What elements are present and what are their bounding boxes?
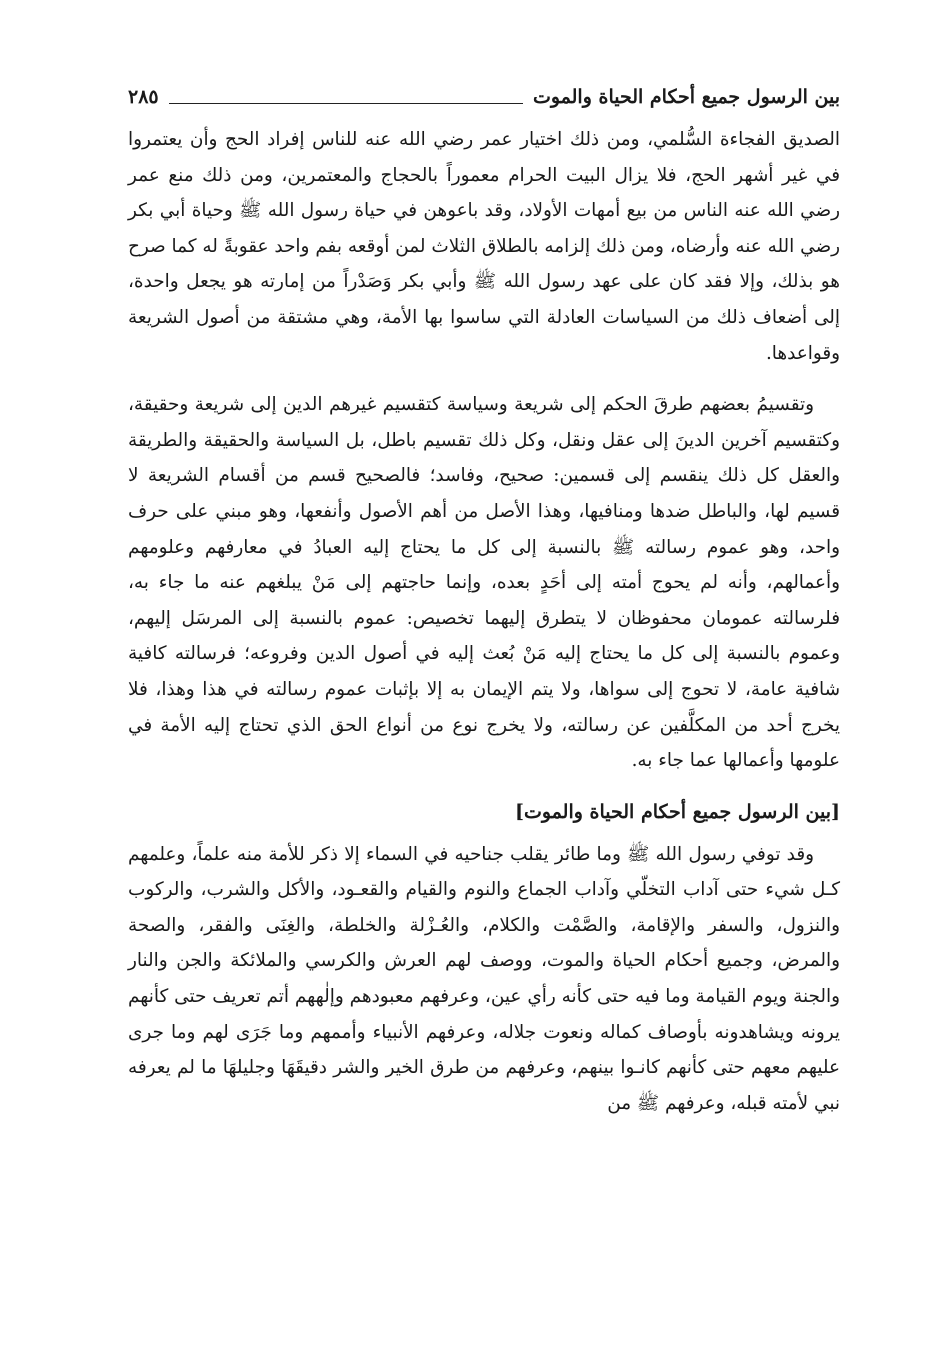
page-number: ٢٨٥ [128,86,159,108]
running-title: بين الرسول جميع أحكام الحياة والموت [532,86,840,108]
section-heading: [بين الرسول جميع أحكام الحياة والموت] [514,800,840,823]
paragraph-continued: الصديق الفجاءة السُّلمي، ومن ذلك اختيار عمر رضي الله عنه للناس إفراد الحج وأن يعتمروا في غير أشهر الحج، فلا يزال البيت الحرام معموراً بالحجاج والمعتمرين، ومن ذلك منع عمر رضي الله عنه الناس من بيع أمهات الأولاد، وقد باعوهن في حياة رسول الله ﷺ وحياة أبي بكر رضي الله عنه وأرضاه، ومن ذلك إلزامه بالطلاق الثلاث لمن أوقعه بفم واحد عقوبةً له كما صرح هو بذلك، وإلا فقد كان على عهد رسول الله ﷺ وأبي بكر وَصَدْراً من إمارته هو يجعل واحدة، إلى أضعاف ذلك من السياسات العادلة التي ساسوا بها الأمة، وهي مشتقة من أصول الشريعة وقواعدها. [128,129,840,364]
paragraph-sharia-division: وتقسيمُ بعضهم طرقَ الحكم إلى شريعة وسياسة كتقسيم غيرهم الدين إلى شريعة وحقيقة، وكتقسيم آخرين الدينَ إلى عقل ونقل، وكل ذلك تقسيم باطل، بل السياسة والحقيقة والطريقة والعقل كل ذلك ينقسم إلى قسمين: صحيح، وفاسد؛ فالصحيح قسم من أقسام الشريعة لا قسيم لها، والباطل ضدها ومنافيها، وهذا الأصل من أهم الأصول وأنفعها، وهو مبني على حرف واحد، وهو عموم رسالته ﷺ بالنسبة إلى كل ما يحتاج إليه العبادُ في معارفهم وعلومهم وأعمالهم، وأنه لم يحوج أمته إلى أحَدٍ بعده، وإنما حاجتهم إلى مَنْ يبلغهم عنه ما جاء به، فلرسالته عمومان محفوظان لا يتطرق إليهما تخصيص: عموم بالنسبة إلى المرسَل إليهم، وعموم بالنسبة إلى كل ما يحتاج إليه مَنْ بُعث إليه في أصول الدين وفروعه؛ فرسالته كافية شافية عامة، لا تحوج إلى سواها، ولا يتم الإيمان به إلا بإثبات عموم رسالته في هذا وهذا، فلا يخرج أحد من المكلَّفين عن رسالته، ولا يخرج نوع من أنواع الحق الذي تحتاج إليه الأمة في علومها وأعمالها عما جاء به. [128,394,840,772]
header-rule [169,103,523,104]
paragraph-section: وقد توفي رسول الله ﷺ وما طائر يقلب جناحيه في السماء إلا ذكر للأمة منه علماً، وعلمهم كـل شيء حتى آداب التخلّي وآداب الجماع والنوم والقيام والقعـود، والأكل والشرب، والركوب والنزول، والسفر والإقامة، والصَّمْت والكلام، والعُـزْلة والخلطة، والغِنَى والفقر، والصحة والمرض، وجميع أحكام الحياة والموت، ووصف لهم العرش والكرسي والملائكة والجن والنار والجنة ويوم القيامة وما فيه حتى كأنه رأي عين، وعرفهم معبودهم وإلٰههم أتم تعريف حتى كأنهم يرونه ويشاهدونه بأوصاف كماله ونعوت جلاله، وعرفهم الأنبياء وأممهم وما جَرَى لهم وما جرى عليهم معهم حتى كأنهم كانـوا بينهم، وعرفهم من طرق الخير والشر دقيقَهَا وجليلهَا ما لم يعرفه نبي لأمته قبله، وعرفهم ﷺ من [128,843,840,1114]
page-body [128,122,840,1121]
running-header [128,84,840,110]
book-page [128,84,840,1121]
